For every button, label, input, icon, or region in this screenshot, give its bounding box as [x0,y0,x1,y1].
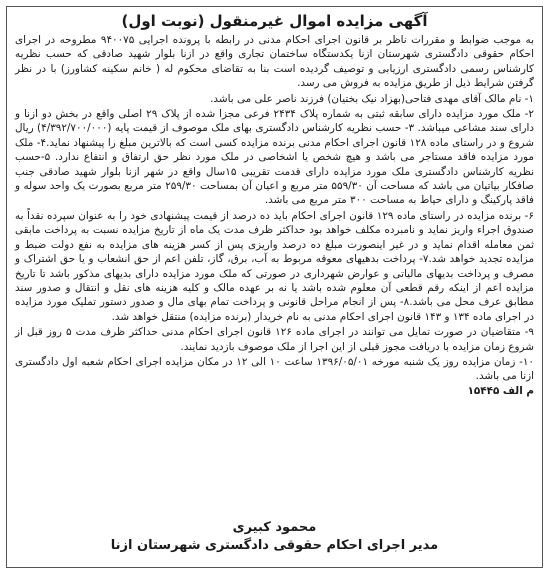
notice-intro: به موجب ضوابط و مقررات ناظر بر قانون اجرای احکام مدنی در رابطه با پرونده اجرایی ۹۴۰۰۷۵ مطروحه در اجرای احکام حقوقی دادگستری شهرستان ازنا یکدستگاه ساختمان تجاری واقع در ازنا بلوار شهید صادقی که حسب نظریه کارشناس رسمی دادگستری ارزیابی و توصیف گردیده است بنا به تقاضای محکوم له ( خانم سکینه کشاورز) با در نظر گرفتن شرایط ذیل از طریق مزایده به فروش می رسد. [15,34,534,90]
notice-item: ۱۰- زمان مزایده روز یک شنبه مورخه ۱۳۹۶/۰۵/۰۱ ساعت ۱۰ الی ۱۲ در مکان مزایده اجرای احکام شعبه اول دادگستری ازنا می باشد. [15,355,535,383]
signature-block [7,519,542,555]
signatory-name: محمود کبیری [232,520,317,535]
notice-item: ۱- نام مالک آقای مهدی فتاحی(بهزاد نیک بختیان) فرزند ناصر علی می باشد. [210,92,534,105]
auction-notice [6,6,543,568]
notice-item: ۲- ملک مورد مزایده دارای سابقه ثبتی به شماره پلاک ۲۴۳۴ فرعی مجزا شده از پلاک ۲۹ اصلی واقع در بخش دو ازنا و دارای سند مشاعی میباشد. ۳- حسب نظریه کارشناس دادگستری بهای ملک موصوف از قیمت پایه (۴/۳۹۲/۷۰۰/۰۰۰) ریال شروع و در راستای ماده ۱۲۸ قانون اجرای احکام مدنی برنده مزایده کسی است که بالاترین مبلغ را پیشنهاد نماید.۴- ملک مورد مزایده فاقد مستاجر می باشد و هیچ شخص یا اشخاصی در ملک مورد نظر حق ارتفاق و انتفاع ندارد. ۵-حسب نظریه کارشناس دادگستری ملک مورد مزایده دارای قدمت تقریبی ۱۵سال واقع در شهر ازنا بلوار شهید صادقی جنب صافکار بیاتیان می باشد که مساحت آن ۵۵۹/۳۰ متر مربع و اعیان آن بمساحت ۲۵۹/۳۰ متر مربع بصورت یک واحد سوله و فاقد پارکینگ و دارای حیاط به مساحت ۳۰۰ متر مربع می باشد. [15,108,535,207]
notice-item: ۶- برنده مزایده در راستای ماده ۱۲۹ قانون اجرای احکام باید ده درصد از قیمت پیشنهادی خود را به عنوان سپرده نقداً به صندوق اجراء واریز نماید و نامبرده مکلف خواهد بود حداکثر ظرف مدت یک ماه از تاریخ مزایده نسبت به پرداخت مابقی ثمن معامله اقدام نماید و در غیر اینصورت مبلغ ده درصد واریزی پس از کسر هزینه های مزایده به نفع دولت ضبط و مزایده تجدید خواهد شد.۷- پرداخت بدهیهای معوقه مربوط به آب، برق، گاز، تلفن اعم از حق انشعاب و یا حق اشتراک و مصرف و پرداخت بدیهای مالیاتی و عوارض شهرداری در صورتی که ملک مورد مزایده دارای بدیهای مذکور باشد تا تاریخ مزایده اعم از اینکه رقم قطعی آن معلوم شده باشد یا نه بر عهده مالک و کلیه هزینه های نقل و انتقال و صدور سند مطابق عرف محل می باشد.۸- پس از انجام مراحل قانونی و پرداخت تمام بهای مال و صدور دستور تملیک مورد مزایده در اجرای ماده ۱۳۴ و ۱۴۳ قانون اجرای احکام مدنی به نام خریدار (برنده مزایده) منتقل خواهد شد. [15,209,535,323]
notice-title: آگهی مزایده اموال غیرمنقول (نوبت اول) [121,12,428,30]
notice-body [7,33,542,384]
notice-item: ۹- متقاضیان در صورت تمایل می توانند در اجرای ماده ۱۲۶ قانون اجرای احکام مدنی حداکثر ظرف مدت ۵ روز قبل از شروع زمان مزایده با دریافت مجوز قبلی از این اجرا از ملک موصوف بازدید نمایند. [15,326,535,353]
reference-number: م الف ۱۵۴۴۵ [467,384,534,397]
signatory-role: مدیر اجرای احکام حقوقی دادگستری شهرستان ازنا [110,538,439,553]
